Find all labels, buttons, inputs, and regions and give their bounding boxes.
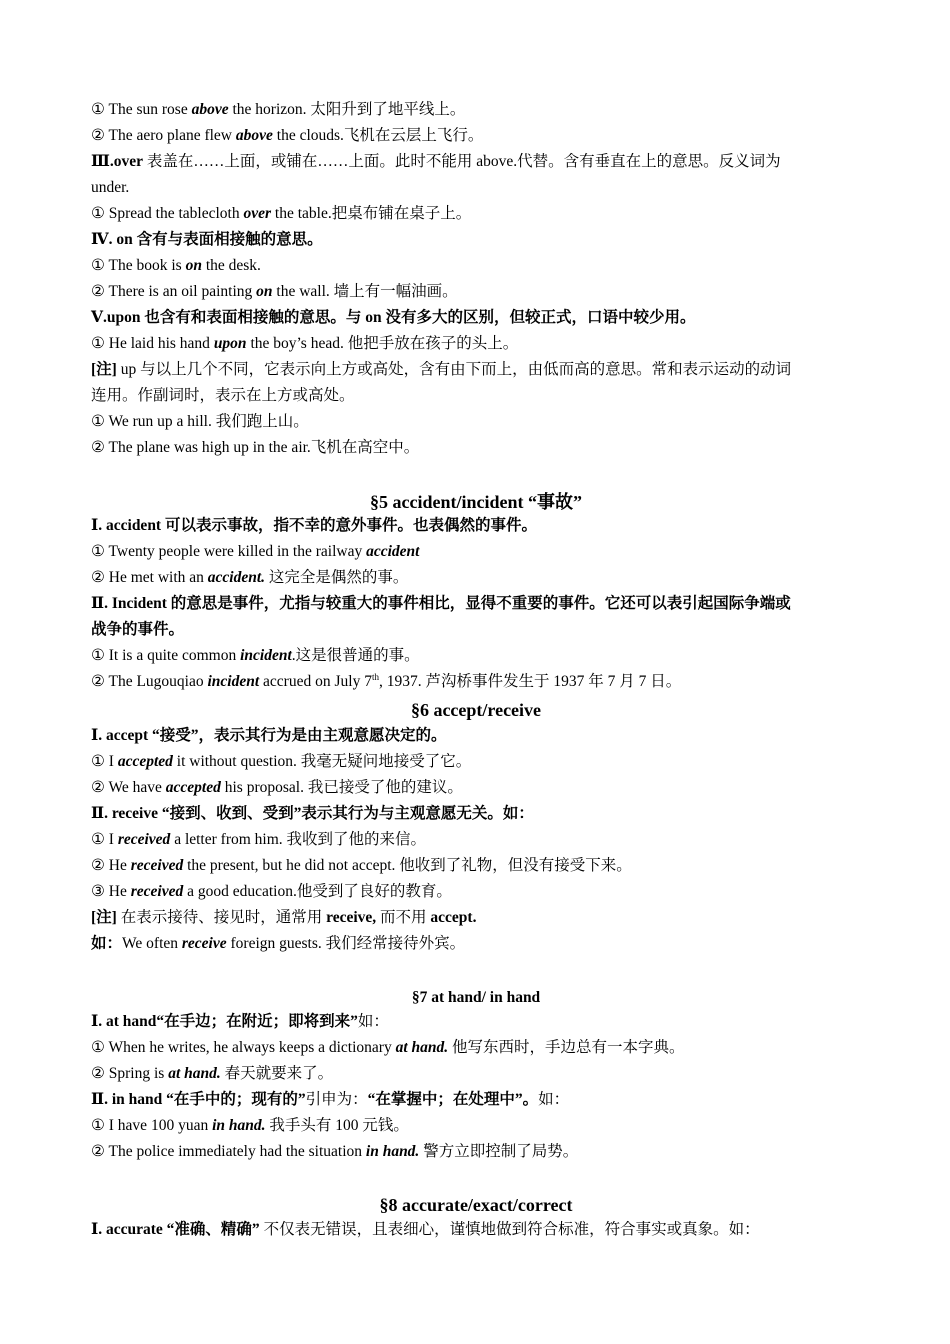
example-line: ② The police immediately had the situation in hand. 警方立即控制了局势。 bbox=[91, 1143, 579, 1160]
section-heading-5: §5 accident/incident “事故” bbox=[370, 492, 582, 512]
rule-heading: Ⅰ. at hand“在手边；在附近；即将到来”如： bbox=[91, 1013, 389, 1030]
rule-heading: 战争的事件。 bbox=[91, 621, 185, 638]
rule-heading: Ⅰ. accident 可以表示事故，指不幸的意外事件。也表偶然的事件。 bbox=[91, 517, 537, 534]
example-line: ① It is a quite common incident.这是很普通的事。 bbox=[91, 647, 420, 664]
rule-heading: Ⅳ. on 含有与表面相接触的意思。 bbox=[91, 231, 323, 248]
example-line: ① The book is on the desk. bbox=[91, 257, 261, 274]
section-heading-7: §7 at hand/ in hand bbox=[411, 989, 541, 1006]
example-line: ① He laid his hand upon the boy’s head. 他把手放在孩子的头上。 bbox=[91, 335, 519, 352]
example-line: ① We run up a hill. 我们跑上山。 bbox=[91, 413, 309, 430]
example-line: ② Spring is at hand. 春天就要来了。 bbox=[91, 1065, 334, 1082]
example-line: ② The aero plane flew above the clouds.飞机在云层上飞行。 bbox=[91, 127, 484, 144]
rule-text: under. bbox=[91, 179, 130, 196]
note-line: 连用。作副词时，表示在上方或高处。 bbox=[91, 387, 355, 404]
example-line: 如：We often receive foreign guests. 我们经常接待外宾。 bbox=[91, 935, 466, 952]
example-line: ③ He received a good education.他受到了良好的教育。 bbox=[91, 883, 452, 900]
example-line: ① Spread the tablecloth over the table.把桌布铺在桌子上。 bbox=[91, 205, 472, 222]
example-line: ① Twenty people were killed in the railway accident bbox=[91, 543, 420, 560]
example-line: ① I accepted it without question. 我毫无疑问地接受了它。 bbox=[91, 753, 472, 770]
rule-heading: Ⅱ. in hand “在手中的；现有的”引申为：“在掌握中；在处理中”。如： bbox=[91, 1091, 570, 1108]
rule-heading: Ⅴ.upon 也含有和表面相接触的意思。与 on 没有多大的区别，但较正式，口语中较少用。 bbox=[91, 309, 696, 326]
section-heading-6: §6 accept/receive bbox=[410, 700, 542, 720]
note-line: [注] up 与以上几个不同，它表示向上方或高处，含有由下而上，由低而高的意思。常和表示运动的动词 bbox=[91, 361, 792, 378]
example-line: ① When he writes, he always keeps a dictionary at hand. 他写东西时，手边总有一本字典。 bbox=[91, 1039, 685, 1056]
rule-heading: Ⅰ. accurate “准确、精确” 不仅表无错误，且表细心，谨慎地做到符合标准，符合事实或真象。如： bbox=[91, 1221, 760, 1238]
example-line: ② He met with an accident. 这完全是偶然的事。 bbox=[91, 569, 409, 586]
example-line: ② The plane was high up in the air.飞机在高空中。 bbox=[91, 439, 420, 456]
example-line: ② The Lugouqiao incident accrued on July 7th, 1937. 芦沟桥事件发生于 1937 年 7 月 7 日。 bbox=[91, 671, 682, 690]
rule-heading: Ⅱ. receive “接到、收到、受到”表示其行为与主观意愿无关。如： bbox=[91, 805, 534, 822]
rule-heading: Ⅱ. Incident 的意思是事件，尤指与较重大的事件相比，显得不重要的事件。它还可以表引起国际争端或 bbox=[91, 595, 791, 612]
example-line: ① I have 100 yuan in hand. 我手头有 100 元钱。 bbox=[91, 1117, 409, 1134]
note-line: [注] 在表示接待、接见时，通常用 receive, 而不用 accept. bbox=[91, 909, 477, 926]
example-line: ① The sun rose above the horizon. 太阳升到了地平线上。 bbox=[91, 101, 466, 118]
rule-heading: Ⅰ. accept “接受”，表示其行为是由主观意愿决定的。 bbox=[91, 727, 447, 744]
section-heading-8: §8 accurate/exact/correct bbox=[379, 1195, 573, 1215]
example-line: ② There is an oil painting on the wall. 墙上有一幅油画。 bbox=[91, 283, 458, 300]
rule-heading: Ⅲ.over 表盖在……上面，或铺在……上面。此时不能用 above.代替。含有垂直在上的意思。反义词为 bbox=[91, 153, 781, 170]
example-line: ② He received the present, but he did not accept. 他收到了礼物，但没有接受下来。 bbox=[91, 857, 632, 874]
example-line: ② We have accepted his proposal. 我已接受了他的建议。 bbox=[91, 779, 463, 796]
example-line: ① I received a letter from him. 我收到了他的来信。 bbox=[91, 831, 427, 848]
